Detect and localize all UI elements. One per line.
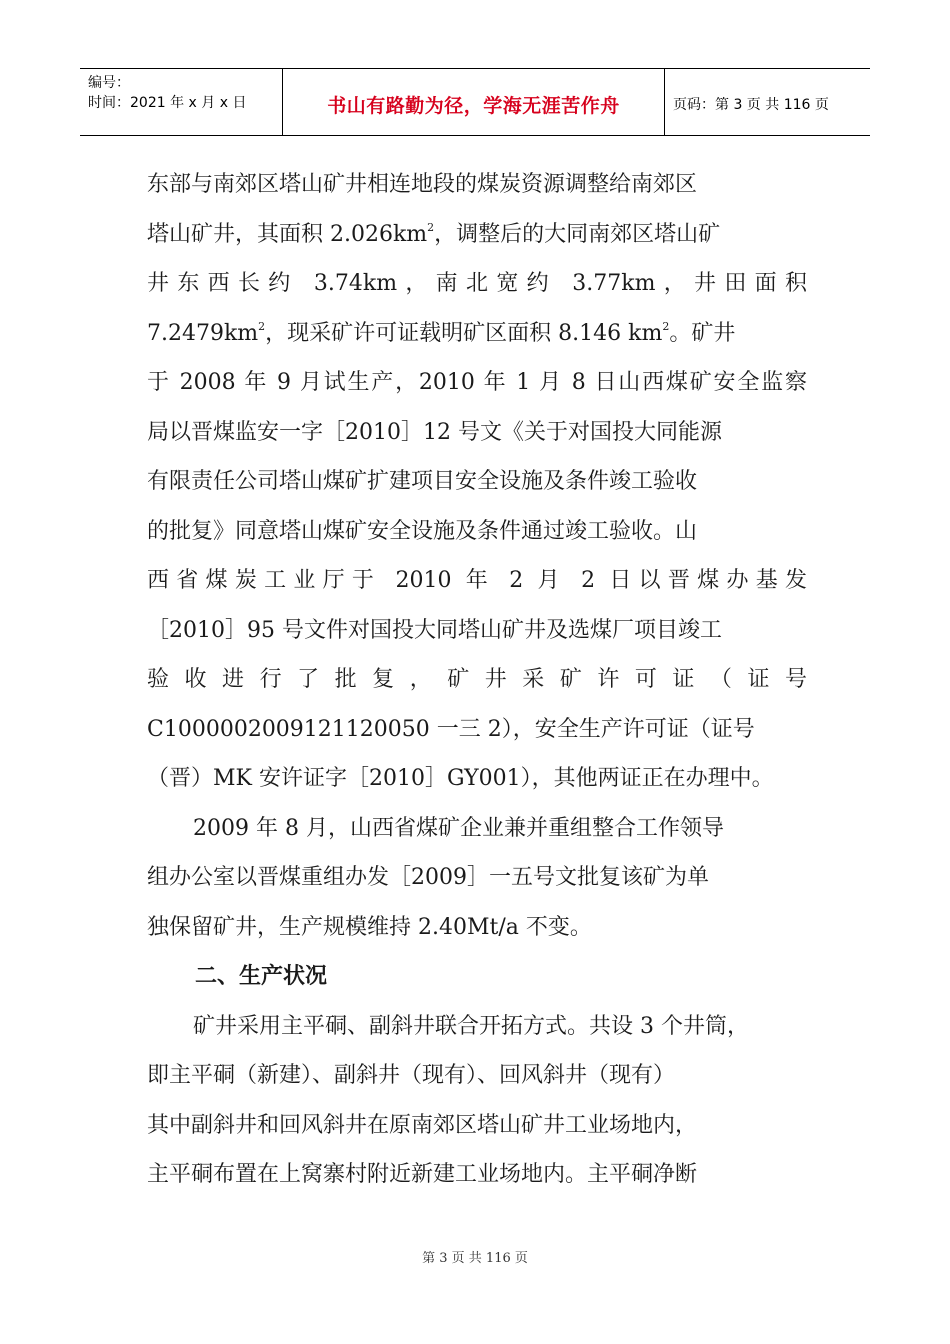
body-line: （晋）MK 安许证字［2010］GY001），其他两证正在办理中。 bbox=[147, 766, 774, 791]
body-line: $7.2479km^2$，现采矿许可证载明矿区面积 8.146 $km^2$。矿井 bbox=[147, 319, 736, 346]
document-date-label: 时间：2021 年 x 月 x 日 bbox=[88, 95, 247, 111]
body-line: 验收进行了批复，矿井采矿许可证（证号 bbox=[147, 667, 807, 692]
superscript: 2 bbox=[258, 319, 266, 333]
body-line: 的批复》同意塔山煤矿安全设施及条件通过竣工验收。山 bbox=[147, 518, 698, 544]
page-header bbox=[80, 68, 870, 136]
section-heading: 二、生产状况 bbox=[195, 964, 328, 989]
body-line: 即主平硐（新建）、副斜井（现有）、回风斜井（现有） bbox=[147, 1063, 676, 1088]
header-motto: 书山有路勤为径，学海无涯苦作舟 bbox=[327, 94, 620, 117]
header-motto-cell bbox=[283, 69, 665, 135]
body-line: 主平硐布置在上窝寨村附近新建工业场地内。主平硐净断 bbox=[147, 1162, 698, 1187]
header-meta bbox=[80, 69, 283, 135]
body-line: 井东西长约 3.74km，南北宽约 3.77km，井田面积 bbox=[147, 271, 807, 296]
page-footer: 第 3 页 共 116 页 bbox=[422, 1251, 528, 1266]
body-line: 矿井采用主平硐、副斜井联合开拓方式。共设 3 个井筒， bbox=[193, 1013, 749, 1039]
body-line: 西省煤炭工业厅于 2010 年 2 月 2 日以晋煤办基发 bbox=[147, 568, 807, 593]
header-page-number: 页码：第 3 页 共 116 页 bbox=[673, 97, 829, 113]
superscript: 2 bbox=[662, 319, 670, 333]
body-line: 局以晋煤监安一字［2010］12 号文《关于对国投大同能源 bbox=[147, 419, 722, 445]
document-body bbox=[147, 160, 807, 1200]
superscript: 2 bbox=[427, 220, 435, 234]
document-number-label: 编号： bbox=[88, 75, 130, 91]
body-line: 东部与南郊区塔山矿井相连地段的煤炭资源调整给南郊区 bbox=[147, 172, 698, 197]
body-line: 其中副斜井和回风斜井在原南郊区塔山矿井工业场地内， bbox=[147, 1112, 698, 1138]
body-line: 独保留矿井，生产规模维持 2.40Mt/a 不变。 bbox=[147, 914, 592, 940]
body-line: 于 2008 年 9 月试生产，2010 年 1 月 8 日山西煤矿安全监察 bbox=[147, 370, 807, 395]
body-line: 组办公室以晋煤重组办发［2009］一五号文批复该矿为单 bbox=[147, 865, 709, 890]
body-line: 有限责任公司塔山煤矿扩建项目安全设施及条件竣工验收 bbox=[147, 469, 698, 494]
body-line: 2009 年 8 月，山西省煤矿企业兼并重组整合工作领导 bbox=[193, 815, 724, 841]
body-line: 塔山矿井，其面积 $2.026km^2$，调整后的大同南郊区塔山矿 bbox=[147, 220, 721, 247]
body-line: ［2010］95 号文件对国投大同塔山矿井及选煤厂项目竣工 bbox=[147, 617, 722, 643]
header-page-cell bbox=[665, 69, 870, 135]
body-line: C1000002009121120050 一三 2），安全生产许可证（证号 bbox=[147, 716, 755, 742]
